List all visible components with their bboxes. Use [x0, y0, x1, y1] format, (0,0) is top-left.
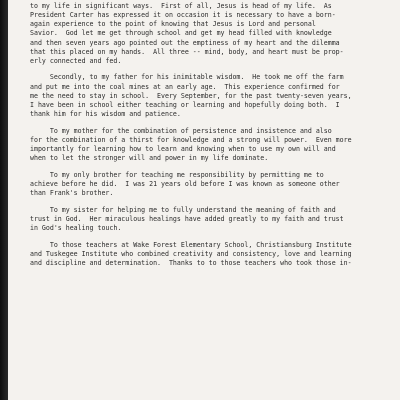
- text-line: To my mother for the combination of persistence and insistence and also: [30, 126, 332, 135]
- text-line: again experience to the point of knowing that Jesus is Lord and personal: [30, 20, 316, 29]
- text-line: when to let the stronger will and power in my life dominate.: [30, 154, 269, 163]
- paragraph-gap: [30, 66, 390, 74]
- text-line: trust in God. Her miraculous healings have added greatly to my faith and trust: [30, 214, 344, 223]
- text-line: To those teachers at Wake Forest Elementary School, Christiansburg Institute: [30, 240, 352, 249]
- text-line: Savior. God let me get through school and get my head filled with knowledge: [30, 29, 332, 38]
- text-line: To my sister for helping me to fully understand the meaning of faith and: [30, 205, 336, 214]
- paragraph-gap: [30, 119, 390, 127]
- paragraph-gap: [30, 233, 390, 241]
- text-line: in God's healing touch.: [30, 223, 122, 232]
- text-line: To my only brother for teaching me responsibility by permitting me to: [30, 170, 324, 179]
- paragraph-teachers: [30, 241, 390, 268]
- paragraph-gap: [30, 198, 390, 206]
- text-line: achieve before he did. I was 21 years old before I was known as someone other: [30, 179, 340, 188]
- text-line: to my life in significant ways. First of all, Jesus is head of my life. As: [30, 2, 332, 10]
- text-line: Secondly, to my father for his inimitable wisdom. He took me off the farm: [30, 73, 344, 82]
- text-line: and then seven years ago pointed out the emptiness of my heart and the dilemma: [30, 38, 340, 47]
- text-line: President Carter has expressed it on occasion it is necessary to have a born-: [30, 11, 336, 20]
- text-line: and discipline and determination. Thanks to to those teachers who took those in-: [30, 258, 352, 267]
- scan-edge-shadow: [0, 0, 8, 400]
- paragraph-brother: [30, 171, 390, 198]
- text-line: for the combination of a thirst for knowledge and a strong will power. Even more: [30, 135, 352, 144]
- paragraph-father: [30, 73, 390, 119]
- text-line: me the need to stay in school. Every September, for the past twenty-seven years,: [30, 91, 352, 100]
- paragraph-gap: [30, 163, 390, 171]
- document-page: [8, 0, 400, 400]
- text-line: that this placed on my hands. All three -- mind, body, and heart must be prop-: [30, 47, 344, 56]
- text-line: than Frank's brother.: [30, 189, 114, 198]
- text-line: thank him for his wisdom and patience.: [30, 110, 181, 119]
- document-body: [30, 2, 390, 268]
- paragraph-mother: [30, 127, 390, 164]
- text-line: erly connected and fed.: [30, 56, 122, 65]
- text-line: and Tuskegee Institute who combined creativity and consistency, love and learning: [30, 249, 352, 258]
- text-line: and put me into the coal mines at an early age. This experience confirmed for: [30, 82, 340, 91]
- paragraph-sister: [30, 206, 390, 233]
- text-line: importantly for learning how to learn and knowing when to use my own will and: [30, 144, 336, 153]
- text-line: I have been in school either teaching or learning and hopefully doing both. I: [30, 100, 340, 109]
- paragraph-faith: [30, 2, 390, 66]
